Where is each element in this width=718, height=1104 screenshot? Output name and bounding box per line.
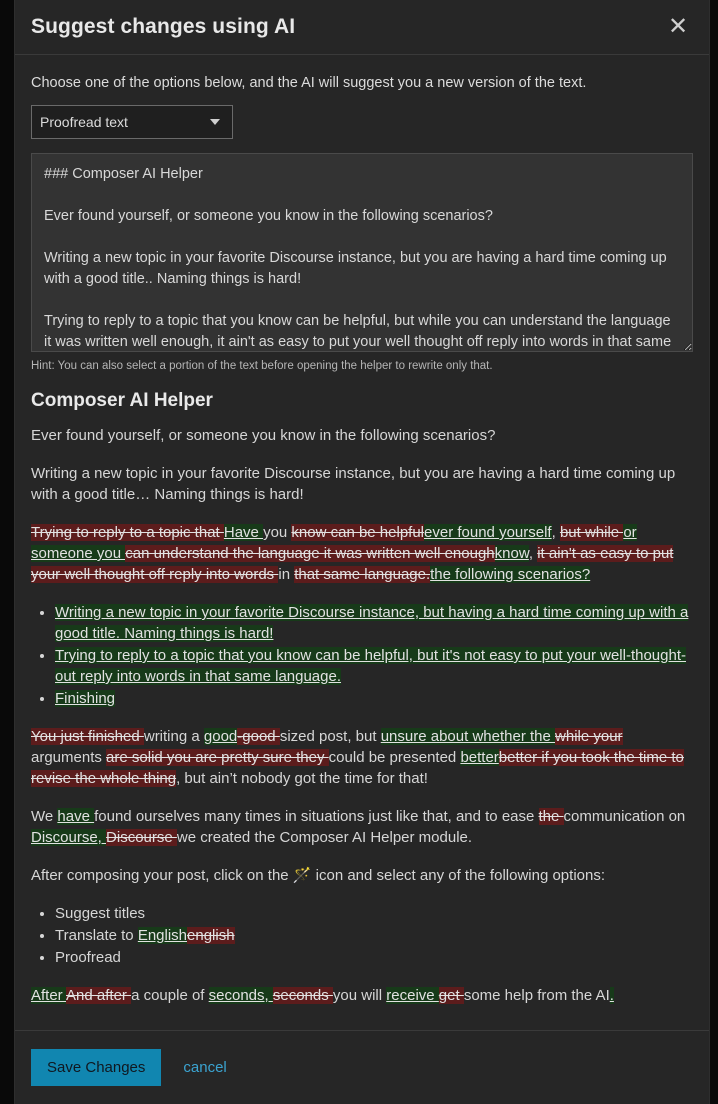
ai-mode-select-value: Proofread text — [40, 114, 128, 130]
diff-delete: it ain't as easy to put your well thought off reply into words — [31, 545, 674, 583]
list-item — [55, 925, 693, 946]
cancel-button[interactable]: cancel — [183, 1059, 227, 1076]
magic-wand-icon: 🪄 — [292, 867, 312, 884]
diff-equal: writing a — [143, 728, 204, 745]
diff-insert: unsure about whether the — [380, 728, 556, 745]
diff-insert: or someone you — [31, 524, 637, 562]
diff-delete: english — [187, 927, 235, 944]
diff-equal: , — [528, 545, 538, 562]
diff-list-scenarios — [31, 602, 693, 709]
diff-equal: , but ain’t nobody got the time for that! — [176, 770, 428, 787]
after-composing-prefix: After composing your post, click on the — [31, 867, 293, 884]
diff-insert: Trying to reply to a topic that you know can be helpful, but it's not easy to put your well-thought-out reply into words in that same language. — [55, 647, 686, 685]
hint-text: Hint: You can also select a portion of the text before opening the helper to rewrite only that. — [31, 360, 493, 372]
save-button[interactable]: Save Changes — [31, 1049, 161, 1086]
after-composing-suffix: icon and select any of the following options: — [311, 867, 606, 884]
instructions-text: Choose one of the options below, and the AI will suggest you a new version of the text. — [31, 75, 587, 91]
diff-delete: -good — [237, 728, 280, 745]
diff-delete: You just finished — [31, 728, 144, 745]
diff-insert: the following scenarios? — [430, 566, 591, 583]
list-item — [55, 645, 693, 687]
diff-insert: seconds, — [208, 987, 273, 1004]
diff-equal: we created the Composer AI Helper module. — [176, 829, 473, 846]
diff-equal: a couple of — [131, 987, 209, 1004]
diff-equal: you will — [332, 987, 387, 1004]
diff-delete: are solid you are pretty sure they — [106, 749, 329, 766]
paragraph-after-composing — [31, 865, 693, 886]
source-text-input[interactable] — [31, 153, 693, 352]
diff-insert: good — [203, 728, 238, 745]
diff-insert: ever found yourself — [424, 524, 552, 541]
diff-delete: Trying to reply to a topic that — [31, 524, 224, 541]
preview-heading: Composer AI Helper — [31, 390, 213, 411]
diff-equal: Proofread — [55, 949, 121, 966]
diff-paragraph-we — [31, 806, 693, 848]
diff-insert: English — [137, 927, 188, 944]
diff-equal: sized post, but — [279, 728, 381, 745]
diff-equal: found ourselves many times in situations just like that, and to ease — [94, 808, 539, 825]
chevron-down-icon — [210, 119, 220, 125]
modal-title: Suggest changes using AI — [31, 15, 296, 38]
close-icon[interactable]: ✕ — [663, 12, 693, 42]
diff-equal: you — [263, 524, 292, 541]
diff-delete: can understand the language it was written well enough — [125, 545, 495, 562]
diff-insert: better — [460, 749, 499, 766]
diff-insert: Writing a new topic in your favorite Discourse instance, but having a hard time coming up with a good title. Naming things is hard! — [55, 604, 689, 642]
ai-mode-select[interactable] — [31, 105, 233, 139]
diff-paragraph-finishing — [31, 726, 693, 789]
list-item — [55, 602, 693, 644]
diff-delete: get — [438, 987, 464, 1004]
diff-paragraph-after — [31, 985, 693, 1006]
diff-equal: Suggest titles — [55, 905, 146, 922]
suggest-changes-modal — [14, 0, 710, 1104]
diff-insert: have — [57, 808, 95, 825]
diff-equal: Translate to — [55, 927, 138, 944]
diff-list-options — [31, 903, 693, 968]
diff-insert: receive — [386, 987, 439, 1004]
diff-insert: know — [494, 545, 529, 562]
diff-insert: . — [609, 987, 614, 1004]
diff-delete: And after — [66, 987, 132, 1004]
diff-delete: but while — [559, 524, 624, 541]
diff-equal: could be presented — [328, 749, 461, 766]
list-item — [55, 903, 693, 924]
diff-equal: arguments — [31, 749, 107, 766]
diff-delete: the — [538, 808, 564, 825]
diff-equal: , — [551, 524, 560, 541]
diff-delete: better if you took the time to revise the whole thing — [31, 749, 684, 787]
preview-paragraph-intro: Ever found yourself, or someone you know in the following scenarios? — [31, 427, 496, 444]
diff-insert: Finishing — [55, 690, 116, 707]
diff-equal: some help from the AI — [463, 987, 610, 1004]
diff-equal: communication on — [563, 808, 686, 825]
diff-equal: We — [31, 808, 58, 825]
diff-insert: After — [31, 987, 67, 1004]
modal-body — [15, 55, 709, 1030]
diff-preview — [31, 390, 693, 1006]
list-item — [55, 688, 693, 709]
list-item — [55, 947, 693, 968]
diff-delete: seconds — [272, 987, 333, 1004]
diff-insert: Have — [223, 524, 264, 541]
diff-equal: in — [278, 566, 295, 583]
preview-paragraph-writing: Writing a new topic in your favorite Discourse instance, but you are having a hard time coming up with a good title… Naming things is hard! — [31, 465, 676, 503]
diff-delete: know can be helpful — [291, 524, 425, 541]
modal-footer — [15, 1030, 709, 1104]
diff-delete: while your — [555, 728, 623, 745]
mode-select-wrap — [31, 105, 693, 139]
diff-insert: Discourse, — [31, 829, 107, 846]
modal-header — [15, 0, 709, 55]
diff-delete: that same language. — [294, 566, 431, 583]
diff-paragraph-scenarios — [31, 522, 693, 585]
diff-delete: Discourse — [106, 829, 177, 846]
